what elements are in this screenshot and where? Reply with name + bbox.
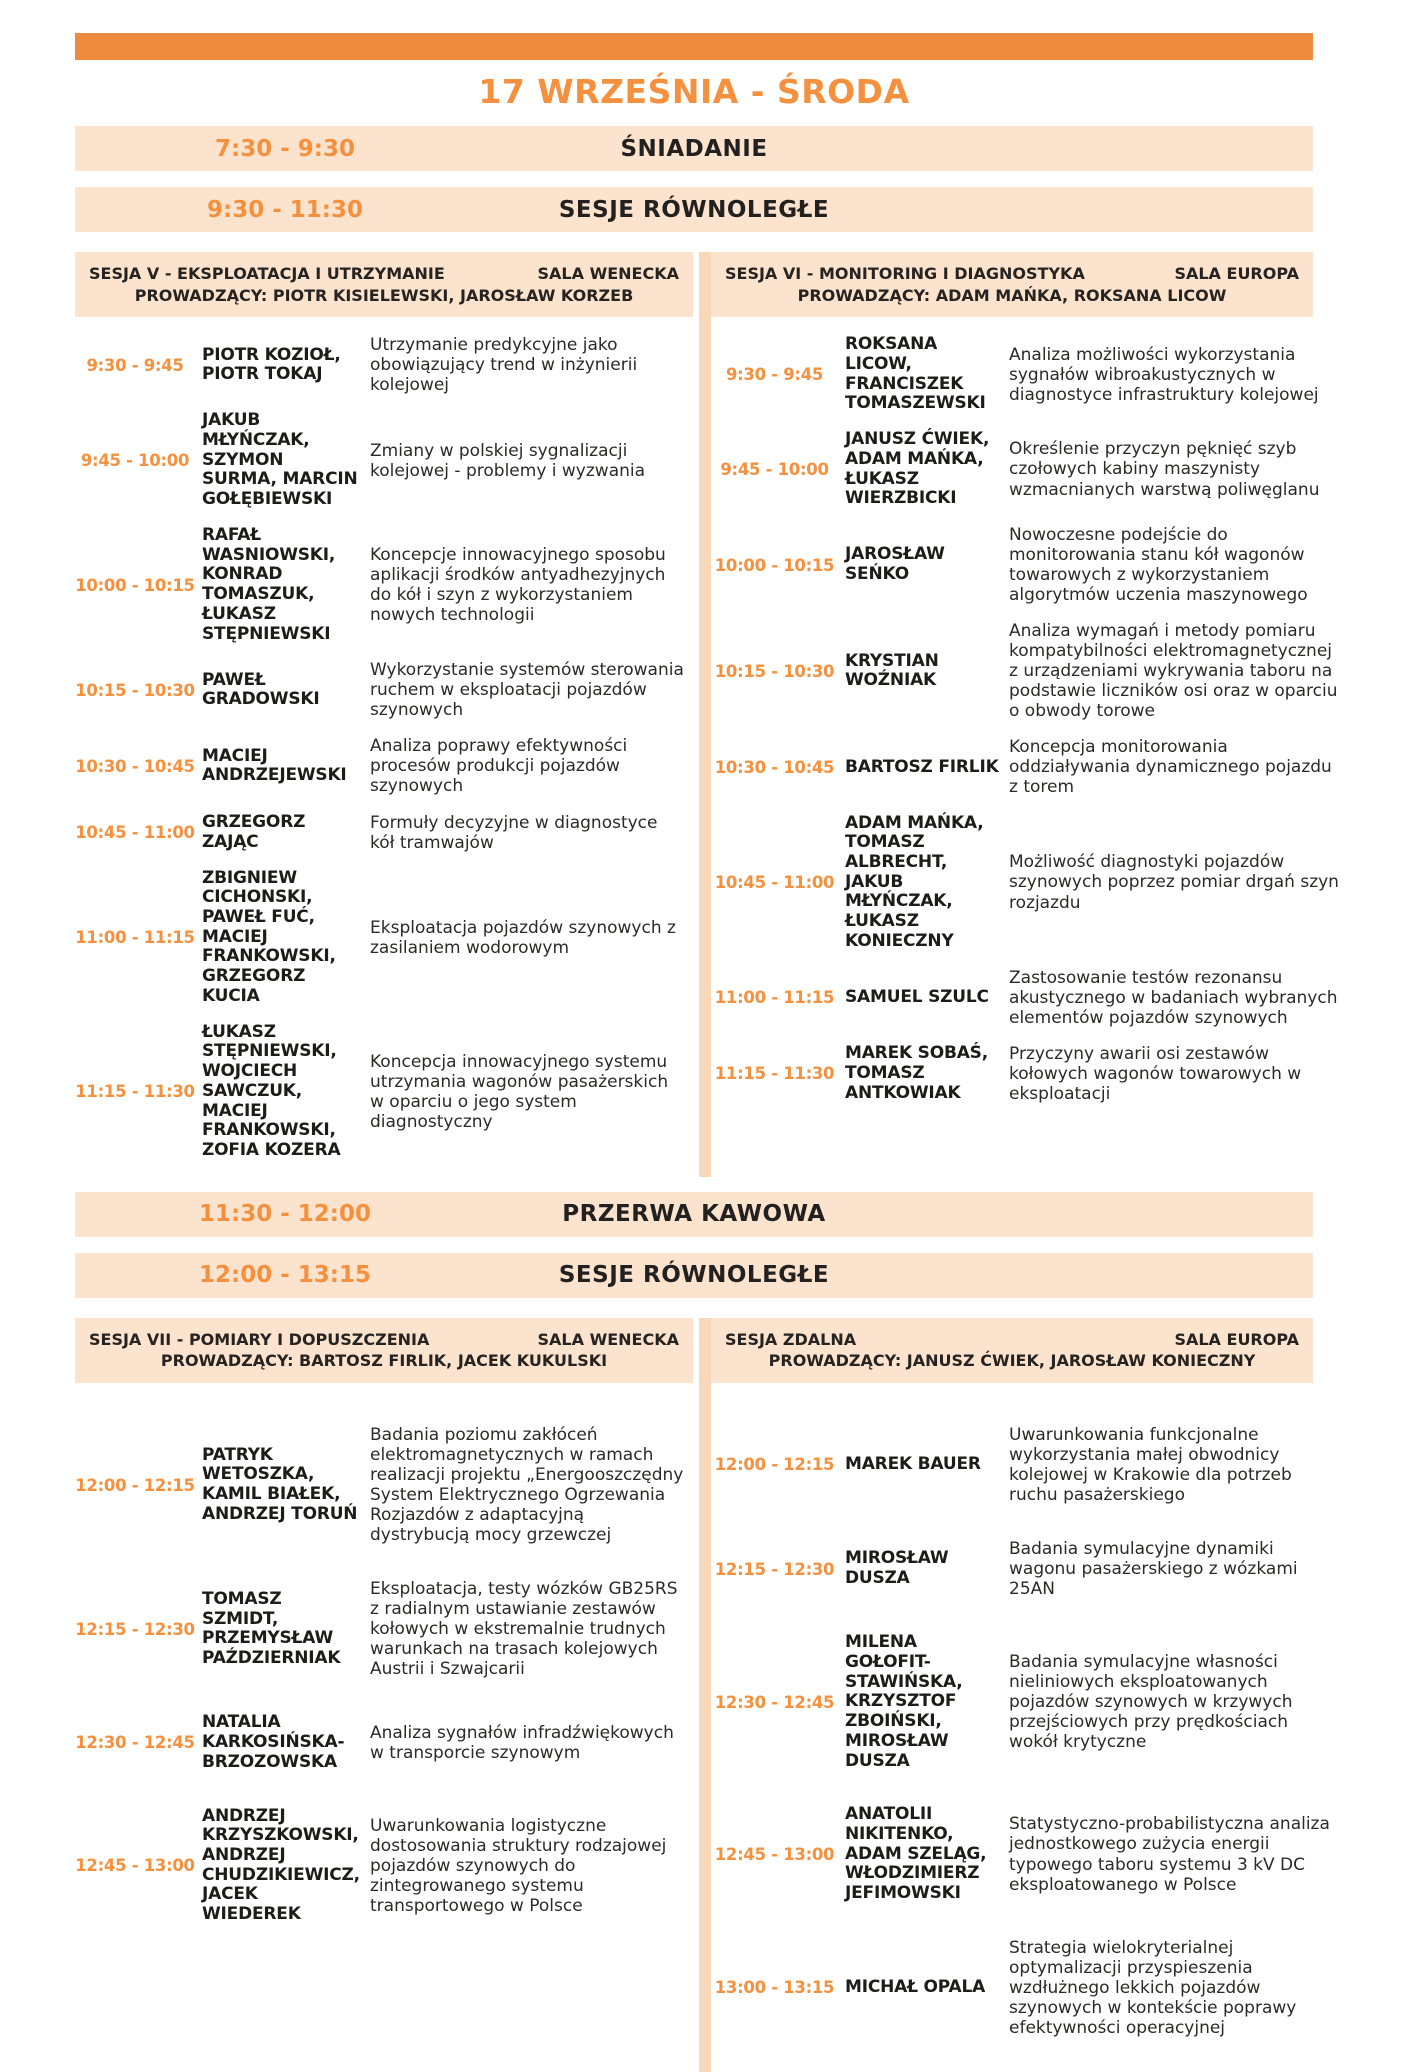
talk-time: 12:15 - 12:30	[714, 1559, 835, 1579]
band-time: 12:00 - 13:15	[199, 1262, 371, 1289]
talk-title: Eksploatacja pojazdów szynowych z zasilaniem wodorowym	[370, 917, 676, 958]
talk-speakers: JANUSZ ĆWIEK, ADAM MAŃKA, ŁUKASZ WIERZBICKI	[845, 429, 990, 509]
talk-row	[711, 1044, 1344, 1104]
talk-row	[75, 813, 693, 853]
talk-speakers: MILENA GOŁOFIT-STAWIŃSKA, KRZYSZTOF ZBOIŃSKI, MIROSŁAW DUSZA	[845, 1632, 963, 1771]
session-v-header	[75, 252, 693, 317]
talk-row	[711, 525, 1344, 605]
talk-row	[75, 1023, 693, 1161]
talk-speakers: MAREK SOBAŚ, TOMASZ ANTKOWIAK	[845, 1043, 988, 1103]
talk-row	[75, 335, 693, 395]
talk-time: 9:30 - 9:45	[725, 365, 824, 385]
session-name: SESJA V - EKSPLOATACJA I UTRZYMANIE	[89, 264, 445, 283]
morning-sessions	[75, 252, 1414, 1177]
session-name: SESJA VI - MONITORING I DIAGNOSTYKA	[725, 264, 1085, 283]
session-header-top	[725, 263, 1299, 285]
talk-speakers: NATALIA KARKOSIŃSKA-BRZOZOWSKA	[202, 1712, 345, 1772]
talk-time: 12:45 - 13:00	[75, 1856, 195, 1876]
talk-time: 11:00 - 11:15	[75, 928, 195, 948]
talk-title: Uwarunkowania logistyczne dostosowania struktury rodzajowej pojazdów szynowych do zintegrowanego systemu transportowego w Polsce	[370, 1815, 667, 1916]
talk-time: 11:15 - 11:30	[714, 1064, 835, 1084]
talk-time: 10:45 - 11:00	[75, 823, 195, 843]
talk-title: Eksploatacja, testy wózków GB25RS z radialnym ustawianie zestawów kołowych w ekstremalnie trudnych warunkach na trasach kolejowych Austrii i Szwajcarii	[370, 1579, 678, 1680]
session-vii-column	[75, 1318, 693, 2072]
talk-row	[75, 1425, 693, 1545]
talk-row	[75, 526, 693, 644]
band-time: 11:30 - 12:00	[199, 1201, 371, 1228]
talk-speakers: MICHAŁ OPALA	[845, 1977, 986, 1998]
talk-speakers: PIOTR KOZIOŁ, PIOTR TOKAJ	[202, 344, 341, 385]
session-v-column	[75, 252, 693, 1177]
session-v-talks	[75, 317, 693, 1160]
talk-time: 10:30 - 10:45	[714, 757, 835, 777]
band-time: 7:30 - 9:30	[215, 135, 355, 162]
talk-title: Badania symulacyjne dynamiki wagonu pasażerskiego z wózkami 25AN	[1009, 1539, 1298, 1600]
talk-row	[75, 1579, 693, 1679]
band-label: ŚNIADANIE	[620, 135, 768, 162]
talk-speakers: RAFAŁ WASNIOWSKI, KONRAD TOMASZUK, ŁUKASZ STĘPNIEWSKI	[202, 524, 336, 644]
talk-time: 12:30 - 12:45	[714, 1692, 835, 1712]
band-label: SESJE RÓWNOLEGŁE	[558, 1262, 830, 1289]
talk-title: Strategia wielokryterialnej optymalizacji przyspieszenia wzdłużnego lekkich pojazdów szynowych w kontekście poprawy efektywności operacyjnej	[1009, 1937, 1297, 2038]
session-header-top	[725, 1329, 1299, 1351]
talk-row	[75, 660, 693, 720]
talk-speakers: ROKSANA LICOW, FRANCISZEK TOMASZEWSKI	[845, 334, 986, 414]
band-time: 9:30 - 11:30	[207, 196, 363, 223]
session-room: SALA EUROPA	[1174, 1329, 1299, 1349]
column-divider	[699, 1318, 711, 2072]
talk-title: Formuły decyzyjne w diagnostyce kół tramwajów	[370, 812, 658, 853]
band-label: PRZERWA KAWOWA	[562, 1201, 826, 1228]
talk-title: Zmiany w polskiej sygnalizacji kolejowej - problemy i wyzwania	[370, 440, 646, 481]
time-band-breakfast	[75, 126, 1313, 171]
talk-title: Określenie przyczyn pęknięć szyb czołowych kabiny maszynisty wzmacnianych warstwą poliwęglanu	[1009, 439, 1320, 500]
talk-time: 10:15 - 10:30	[714, 661, 835, 681]
talk-row	[711, 968, 1344, 1028]
talk-title: Wykorzystanie systemów sterowania ruchem w eksploatacji pojazdów szynowych	[370, 660, 684, 721]
talk-time: 13:00 - 13:15	[714, 1978, 835, 1998]
talk-speakers: MAREK BAUER	[845, 1454, 981, 1475]
talk-title: Badania symulacyjne własności nieliniowych eksploatowanych pojazdów szynowych w krzywych przejściowych przy prędkościach wokół krytyczne	[1009, 1652, 1293, 1753]
talk-time: 12:00 - 12:15	[714, 1455, 835, 1475]
talk-speakers: JAKUB MŁYŃCZAK, SZYMON SURMA, MARCIN GOŁĘBIEWSKI	[202, 410, 358, 510]
talk-time: 12:45 - 13:00	[714, 1845, 835, 1865]
session-vi-column	[711, 252, 1344, 1177]
talk-time: 10:00 - 10:15	[714, 555, 835, 575]
talk-title: Nowoczesne podejście do monitorowania stanu kół wagonów towarowych z wykorzystaniem algorytmów uczenia maszynowego	[1009, 524, 1308, 606]
afternoon-sessions	[75, 1318, 1414, 2072]
talk-title: Analiza sygnałów infradźwiękowych w transporcie szynowym	[370, 1722, 674, 1763]
talk-speakers: ADAM MAŃKA, TOMASZ ALBRECHT, JAKUB MŁYŃCZAK, ŁUKASZ KONIECZNY	[845, 812, 984, 951]
talk-title: Przyczyny awarii osi zestawów kołowych wagonów towarowych w eksploatacji	[1009, 1043, 1302, 1104]
talk-row	[711, 335, 1344, 414]
talk-speakers: KRYSTIAN WOŹNIAK	[845, 650, 939, 691]
session-vi-header	[711, 252, 1313, 317]
talk-row	[711, 621, 1344, 721]
talk-time: 10:15 - 10:30	[75, 680, 195, 700]
talk-speakers: SAMUEL SZULC	[845, 986, 989, 1007]
time-band-parallel-pm	[75, 1253, 1313, 1298]
talk-title: Możliwość diagnostyki pojazdów szynowych poprzez pomiar drgań szyn rozjazdu	[1009, 852, 1339, 913]
talk-time: 12:30 - 12:45	[75, 1733, 195, 1753]
top-accent-bar	[75, 33, 1313, 60]
talk-row	[75, 1807, 693, 1925]
talk-time: 11:15 - 11:30	[75, 1082, 195, 1102]
talk-row	[711, 737, 1344, 797]
talk-row	[711, 1805, 1344, 1904]
talk-speakers: BARTOSZ FIRLIK	[845, 756, 999, 777]
session-room: SALA WENECKA	[537, 1329, 679, 1349]
talk-speakers: TOMASZ SZMIDT, PRZEMYSŁAW PAŹDZIERNIAK	[202, 1588, 341, 1668]
talk-title: Zastosowanie testów rezonansu akustycznego w badaniach wybranych elementów pojazdów szynowych	[1009, 967, 1338, 1028]
session-vii-talks	[75, 1383, 693, 1925]
talk-title: Badania poziomu zakłóceń elektromagnetycznych w ramach realizacji projektu „Energooszczędny System Elektrycznego Ogrzewania Rozjazdów z adaptacyjną dystrybucją mocy grzewczej	[370, 1424, 684, 1546]
talk-speakers: JAROSŁAW SEŃKO	[845, 544, 945, 585]
day-title: 17 WRZEŚNIA - ŚRODA	[478, 72, 910, 111]
talk-title: Utrzymanie predykcyjne jako obowiązujący trend w inżynierii kolejowej	[370, 335, 638, 396]
session-room: SALA WENECKA	[537, 264, 679, 283]
talk-row	[711, 1938, 1344, 2038]
session-header-top	[89, 1329, 679, 1351]
talk-title: Analiza wymagań i metody pomiaru kompatybilności elektromagnetycznej z urządzeniami wykrywania taboru na podstawie liczników osi oraz w oparciu o obwody torowe	[1009, 621, 1338, 722]
talk-speakers: MACIEJ ANDRZEJEWSKI	[202, 745, 347, 786]
talk-row	[75, 869, 693, 1007]
talk-speakers: PATRYK WETOSZKA, KAMIL BIAŁEK, ANDRZEJ TORUŃ	[202, 1444, 358, 1524]
talk-speakers: PAWEŁ GRADOWSKI	[202, 669, 320, 710]
talk-row	[75, 736, 693, 796]
session-header-top	[89, 263, 679, 285]
talk-time: 10:00 - 10:15	[75, 575, 195, 595]
talk-row	[711, 430, 1344, 509]
talk-speakers: ANDRZEJ KRZYSZKOWSKI, ANDRZEJ CHUDZIKIEWICZ, JACEK WIEDEREK	[202, 1805, 360, 1925]
talk-title: Koncepcja innowacyjnego systemu utrzymania wagonów pasażerskich w oparciu o jego system diagnostyczny	[370, 1051, 669, 1132]
session-chairs: PROWADZĄCY: BARTOSZ FIRLIK, JACEK KUKULSKI	[160, 1351, 608, 1371]
talk-time: 9:45 - 10:00	[80, 451, 190, 471]
session-vi-talks	[711, 317, 1344, 1104]
talk-title: Statystyczno-probabilistyczna analiza jednostkowego zużycia energii typowego taboru systemu 3 kV DC eksploatowanego w Polsce	[1009, 1814, 1330, 1895]
talk-row	[75, 411, 693, 510]
talk-speakers: MIROSŁAW DUSZA	[845, 1548, 949, 1589]
talk-row	[75, 1713, 693, 1772]
session-room: SALA EUROPA	[1174, 264, 1299, 283]
talk-time: 9:30 - 9:45	[86, 355, 184, 375]
talk-time: 10:45 - 11:00	[714, 873, 835, 893]
talk-time: 11:00 - 11:15	[714, 988, 835, 1008]
time-band-parallel-am	[75, 187, 1313, 232]
session-name: SESJA ZDALNA	[725, 1329, 857, 1349]
talk-time: 12:00 - 12:15	[75, 1475, 195, 1495]
talk-speakers: GRZEGORZ ZAJĄC	[202, 811, 306, 852]
talk-row	[711, 1425, 1344, 1505]
session-zdalna-header	[711, 1318, 1313, 1383]
talk-time: 12:15 - 12:30	[75, 1619, 195, 1639]
talk-speakers: ZBIGNIEW CICHONSKI, PAWEŁ FUĆ, MACIEJ FRANKOWSKI, GRZEGORZ KUCIA	[202, 867, 336, 1006]
talk-title: Koncepcja monitorowania oddziaływania dynamicznego pojazdu z torem	[1009, 737, 1332, 798]
column-divider	[699, 252, 711, 1177]
talk-time: 10:30 - 10:45	[75, 756, 195, 776]
band-label: SESJE RÓWNOLEGŁE	[558, 196, 830, 223]
talk-title: Koncepcje innowacyjnego sposobu aplikacji środków antyadhezyjnych do kół i szyn z wykorzystaniem nowych technologii	[370, 544, 666, 626]
talk-row	[711, 814, 1344, 952]
time-band-coffee	[75, 1192, 1313, 1237]
session-chairs: PROWADZĄCY: PIOTR KISIELEWSKI, JAROSŁAW KORZEB	[134, 285, 634, 305]
session-name: SESJA VII - POMIARY I DOPUSZCZENIA	[89, 1329, 430, 1349]
talk-title: Uwarunkowania funkcjonalne wykorzystania małej obwodnicy kolejowej w Krakowie dla potrzeb ruchu pasażerskiego	[1009, 1424, 1292, 1505]
talk-row	[711, 1539, 1344, 1599]
session-vii-header	[75, 1318, 693, 1383]
session-chairs: PROWADZĄCY: JANUSZ ĆWIEK, JAROSŁAW KONIECZNY	[768, 1351, 1256, 1371]
session-zdalna-column	[711, 1318, 1344, 2072]
talk-speakers: ANATOLII NIKITENKO, ADAM SZELĄG, WŁODZIMIERZ JEFIMOWSKI	[845, 1804, 987, 1904]
talk-title: Analiza możliwości wykorzystania sygnałów wibroakustycznych w diagnostyce infrastruktury kolejowej	[1009, 344, 1319, 405]
session-chairs: PROWADZĄCY: ADAM MAŃKA, ROKSANA LICOW	[797, 285, 1227, 305]
talk-title: Analiza poprawy efektywności procesów produkcji pojazdów szynowych	[370, 736, 628, 797]
talk-speakers: ŁUKASZ STĘPNIEWSKI, WOJCIECH SAWCZUK, MACIEJ FRANKOWSKI, ZOFIA KOZERA	[202, 1021, 341, 1160]
talk-time: 9:45 - 10:00	[720, 460, 829, 479]
talk-row	[711, 1633, 1344, 1771]
session-zdalna-talks	[711, 1383, 1344, 2038]
